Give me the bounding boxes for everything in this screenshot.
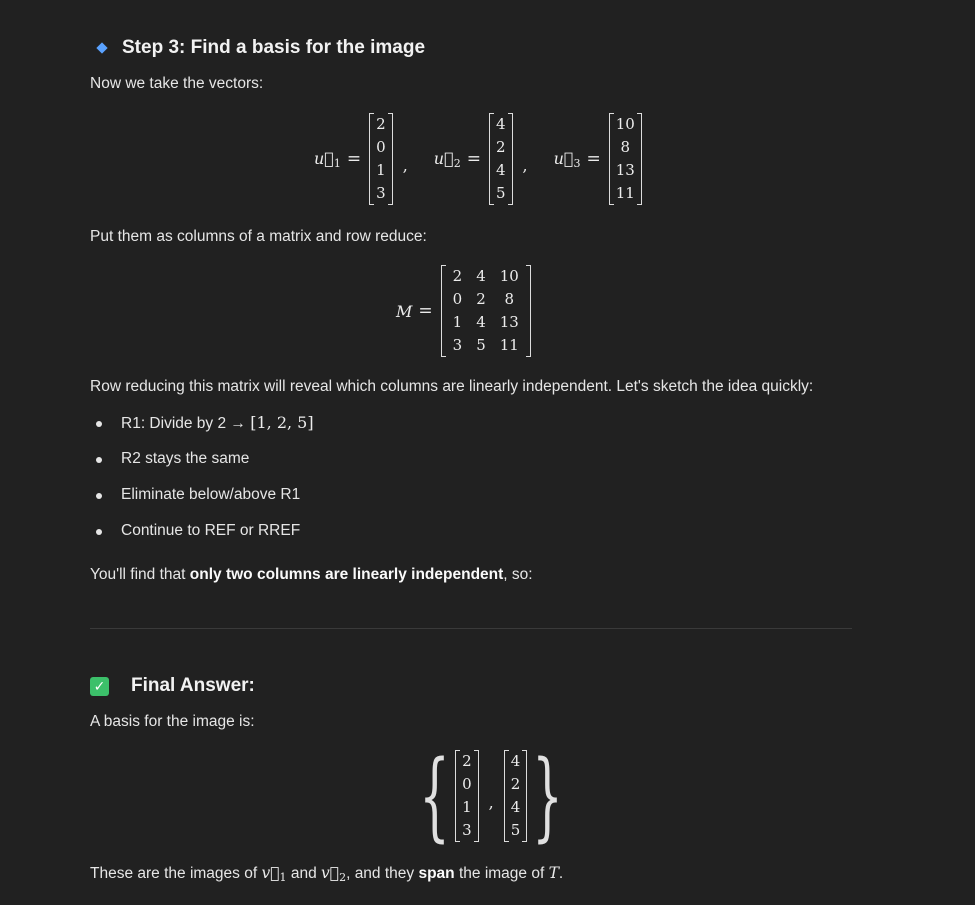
bullet-dot bbox=[96, 421, 102, 427]
closing-text: These are the images of $v⃗_1$ and $v⃗_2$, and they span the image of T. bbox=[90, 864, 564, 884]
vectors-intro: Now we take the vectors: bbox=[90, 75, 264, 92]
bullet-item-3: Eliminate below/above R1 bbox=[121, 486, 301, 503]
basis-vector-1: 2 0 1 3 bbox=[455, 750, 479, 842]
u1-label: $u⃗_1$ bbox=[314, 148, 341, 170]
vector-u1: 2 0 1 3 bbox=[369, 113, 393, 205]
row-reduce-text: Row reducing this matrix will reveal which columns are linearly independent. Let's sketch the idea quickly: bbox=[90, 378, 814, 395]
bullet-dot bbox=[96, 529, 102, 535]
section-divider bbox=[90, 628, 852, 629]
u2-label: $u⃗_2$ bbox=[433, 148, 461, 170]
conclusion-text: You'll find that only two columns are linearly independent, so: bbox=[90, 566, 533, 583]
bullet-dot bbox=[96, 457, 102, 463]
vector-u2: 4 2 4 5 bbox=[489, 113, 513, 205]
basis-vector-2: 4 2 4 5 bbox=[504, 750, 528, 842]
right-brace: } bbox=[532, 740, 564, 852]
check-mark-icon: ✓ bbox=[90, 677, 109, 696]
diamond-bullet-icon bbox=[96, 42, 107, 53]
basis-set: { 2 0 1 3 , 4 2 4 5 } bbox=[419, 740, 564, 852]
matrix-equation: M = 2 4 10 0 2 8 1 4 13 3 5 11 bbox=[396, 265, 531, 357]
matrix-m: 2 4 10 0 2 8 1 4 13 3 5 11 bbox=[441, 265, 531, 357]
final-title: Final Answer: bbox=[131, 675, 255, 696]
basis-intro: A basis for the image is: bbox=[90, 713, 255, 730]
bullet-dot bbox=[96, 493, 102, 499]
final-heading bbox=[90, 673, 255, 699]
step-title: Step 3: Find a basis for the image bbox=[122, 37, 426, 58]
vectors-equation: $u⃗_1$ = 2 0 1 3 , $u⃗_2$ = 4 2 4 5 , $u⃗_3$ = 10 8 13 11 bbox=[314, 113, 642, 205]
bullet-item-1: R1: Divide by 2 → [1, 2, 5] bbox=[121, 413, 314, 432]
columns-text: Put them as columns of a matrix and row reduce: bbox=[90, 228, 427, 245]
u3-label: $u⃗_3$ bbox=[553, 148, 581, 170]
left-brace: { bbox=[419, 740, 450, 852]
matrix-label: M bbox=[396, 301, 413, 321]
bullet-item-2: R2 stays the same bbox=[121, 450, 250, 467]
step-heading bbox=[90, 35, 425, 61]
vector-u3: 10 8 13 11 bbox=[609, 113, 642, 205]
bullet-item-4: Continue to REF or RREF bbox=[121, 522, 301, 539]
